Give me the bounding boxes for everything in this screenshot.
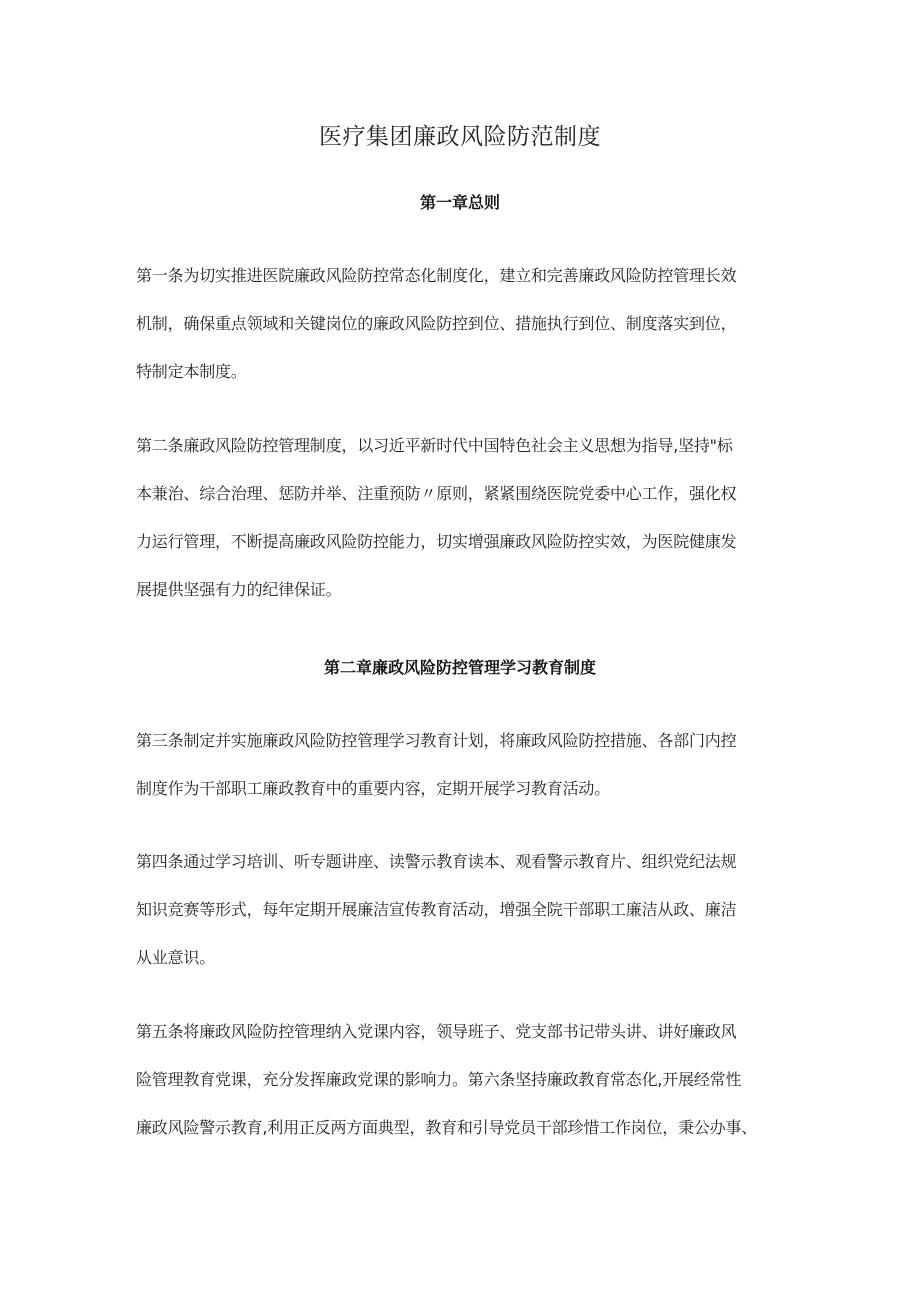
article-2-line: 第二条廉政风险防控管理制度，以习近平新时代中国特色社会主义思想为指导,坚持"标: [136, 436, 733, 455]
article-2: [136, 422, 786, 614]
article-2-line: 展提供坚强有力的纪律保证。: [136, 580, 342, 599]
article-1-line: 特制定本制度。: [136, 362, 247, 381]
article-5-line: 廉政风险警示教育,利用正反两方面典型，教育和引导党员干部珍惜工作岗位，秉公办事、: [136, 1118, 758, 1137]
article-5-line: 险管理教育党课，充分发挥廉政党课的影响力。第六条坚持廉政教育常态化,开展经常性: [136, 1070, 742, 1089]
chapter-2-heading: 第二章廉政风险防控管理学习教育制度: [323, 658, 596, 677]
document-title: 医疗集团廉政风险防范制度: [319, 124, 601, 150]
article-3: [136, 717, 786, 813]
article-1-line: 第一条为切实推进医院廉政风险防控常态化制度化，建立和完善廉政风险防控管理长效: [136, 266, 737, 285]
article-3-line: 第三条制定并实施廉政风险防控管理学习教育计划，将廉政风险防控措施、各部门内控: [136, 731, 737, 750]
article-2-line: 力运行管理，不断提高廉政风险防控能力，切实增强廉政风险防控实效，为医院健康发: [136, 532, 737, 551]
article-5-line: 第五条将廉政风险防控管理纳入党课内容，领导班子、党支部书记带头讲、讲好廉政风: [136, 1022, 737, 1041]
article-5: [136, 1008, 786, 1152]
article-4: [136, 838, 786, 982]
article-3-line: 制度作为干部职工廉政教育中的重要内容，定期开展学习教育活动。: [136, 779, 611, 798]
article-1: [136, 252, 786, 396]
chapter-1-heading: 第一章总则: [419, 193, 500, 212]
article-4-line: 知识竞赛等形式，每年定期开展廉洁宣传教育活动，增强全院干部职工廉洁从政、廉洁: [136, 900, 737, 919]
article-4-line: 第四条通过学习培训、听专题讲座、读警示教育读本、观看警示教育片、组织党纪法规: [136, 852, 737, 871]
article-1-line: 机制，确保重点领域和关键岗位的廉政风险防控到位、措施执行到位、制度落实到位，: [136, 314, 737, 333]
article-4-line: 从业意识。: [136, 948, 216, 967]
article-2-line: 本兼治、综合治理、惩防并举、注重预防〃原则，紧紧围绕医院党委中心工作，强化权: [136, 484, 737, 503]
